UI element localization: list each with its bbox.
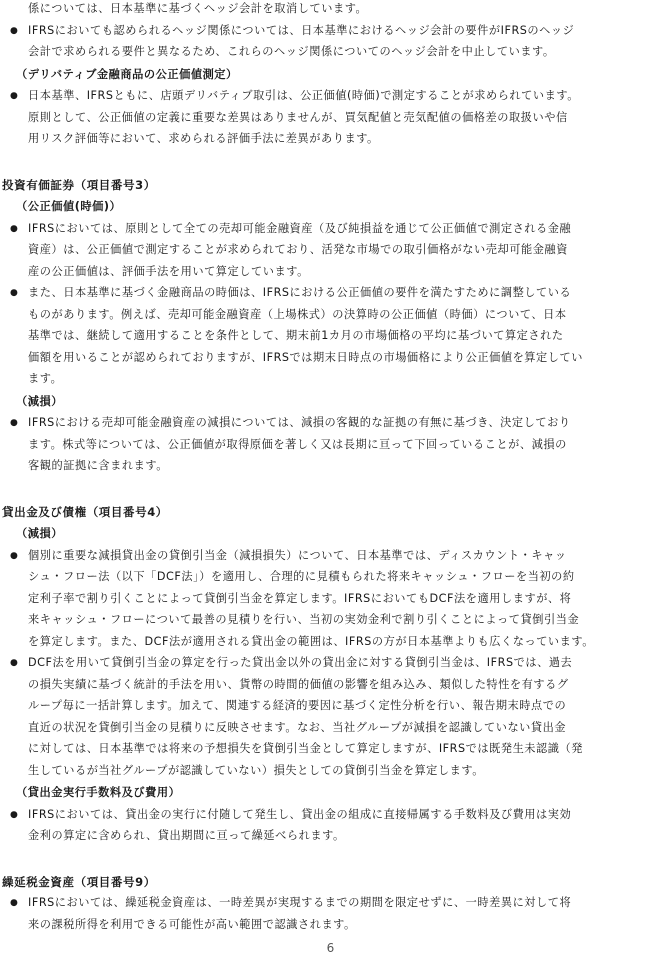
paragraph-line: 基準では、継続して適用することを条件として、期末前1カ月の市場価格の平均に基づいて算定された [28,329,564,342]
paragraph-line: ます。 [28,372,63,385]
paragraph-line: に対しては、日本基準では将来の予想損失を貸倒引当金として算定しますが、IFRSでは既発生未認識（発 [28,742,583,755]
bullet-icon: ● [10,418,18,428]
paragraph-line: 定利子率で割り引くことによって貸倒引当金を算定します。IFRSにおいてもDCF法を適用しますが、将 [28,591,572,605]
paragraph-line: ものがあります。例えば、売却可能金融資産（上場株式）の決算時の公正価値（時価）について、日本 [28,307,567,321]
paragraph-line: 資産）は、公正価値で測定することが求められており、活発な市場での取引価格がない売却可能金融資 [28,243,568,256]
paragraph-line: 用リスク評価等において、求められる評価手法に差異があります。 [28,132,379,145]
paragraph-line: また、日本基準に基づく金融商品の時価は、IFRSにおける公正価値の要件を満たすために調整している [28,286,572,299]
paragraph-line: ます。株式等については、公正価値が取得原価を著しく又は長期に亘って下回っていることが、減損の [28,437,567,451]
bullet-icon: ● [10,25,18,36]
section-heading: 貸出金及び債権（項目番号4） [2,504,168,519]
section-heading: 繰延税金資産（項目番号9） [2,874,156,889]
paragraph-line: 個別に重要な減損貸出金の貸倒引当金（減損損失）について、日本基準では、ディスカウント・キャッ [28,548,567,562]
paragraph-line: 原則として、公正価値の定義に重要な差異はありませんが、買気配値と売気配値の価格差の取扱いや信 [28,110,568,124]
sub-heading: （デリバティブ金融商品の公正価値測定） [16,67,238,81]
paragraph-line: DCF法を用いて貸倒引当金の算定を行った貸出金以外の貸出金に対する貸倒引当金は、IFRSでは、過去 [28,656,573,669]
sub-heading: （減損） [16,527,63,540]
bullet-icon: ● [10,658,18,668]
paragraph-line: の損失実績に基づく統計的手法を用い、貨幣の時間的価値の影響を組み込み、類似した特性を有するグ [28,677,569,691]
paragraph-line: 来の課税所得を利用できる可能性が高い範囲で認識されます。 [28,917,356,931]
paragraph-line: 日本基準、IFRSともに、店頭デリバティブ取引は、公正価値(時価)で測定することが求められています。 [28,89,579,102]
paragraph-line: IFRSにおいても認められるヘッジ関係については、日本基準におけるヘッジ会計の要件がIFRSのヘッジ [28,23,575,37]
paragraph-line: 会計で求められる要件と異なるため、これらのヘッジ関係についてのヘッジ会計を中止しています。 [28,45,555,58]
sub-heading: （減損） [16,394,63,408]
paragraph-line: 客観的証拠に含まれます。 [28,459,168,472]
sub-heading: （貸出金実行手数料及び費用） [16,786,181,799]
paragraph-line: IFRSにおいては、原則として全ての売却可能金融資産（及び純損益を通じて公正価値で測定される金融 [28,221,572,235]
sub-heading: （公正価値(時価)） [16,200,122,213]
paragraph-line: IFRSにおける売却可能金融資産の減損については、減損の客観的な証拠の有無に基づき、決定しており [28,416,571,429]
paragraph-line: IFRSにおいては、繰延税金資産は、一時差異が実現するまでの期間を限定せずに、一時差異に対して将 [28,896,572,909]
bullet-icon: ● [10,550,18,561]
section-heading: 投資有価証券（項目番号3） [2,177,156,192]
paragraph-line: ループ毎に一括計算します。加えて、関連する経済的要因に基づく定性分析を行い、報告期末時点での [28,699,567,712]
bullet-icon: ● [10,809,18,820]
page-number: 6 [326,941,335,955]
bullet-icon: ● [10,91,18,101]
paragraph-line: 生しているが当社グループが認識していない）損失としての貸倒引当金を算定します。 [28,763,484,777]
paragraph-line: を算定します。また、DCF法が適用される貸出金の範囲は、IFRSの方が日本基準よりも広くなっています。 [28,634,594,648]
paragraph-line: 来キャッシュ・フローについて最善の見積りを行い、当初の実効金利で割り引くことによって貸倒引当金 [28,613,580,626]
paragraph-line: 価額を用いることが認められておりますが、IFRSでは期末日時点の市場価格により公正価値を算定してい [28,350,583,364]
bullet-icon: ● [10,288,18,298]
paragraph-line: シュ・フロー法（以下「DCF法」）を適用し、合理的に見積もられた将来キャッシュ・フローを当初の約 [28,570,575,583]
paragraph-line: 金利の算定に含められ、貸出期間に亘って繰延べられます。 [28,829,345,842]
paragraph-line: IFRSにおいては、貸出金の実行に付随して発生し、貸出金の組成に直接帰属する手数料及び費用は実効 [28,807,572,821]
paragraph-line: 産の公正価値は、評価手法を用いて算定しています。 [28,264,309,278]
paragraph-line: 係については、日本基準に基づくヘッジ会計を取消しています。 [28,2,368,15]
bullet-icon: ● [10,223,18,234]
paragraph-line: 直近の状況を貸倒引当金の見積りに反映させます。なお、当社グループが減損を認識していない貸出金 [28,720,567,734]
bullet-icon: ● [10,898,18,908]
